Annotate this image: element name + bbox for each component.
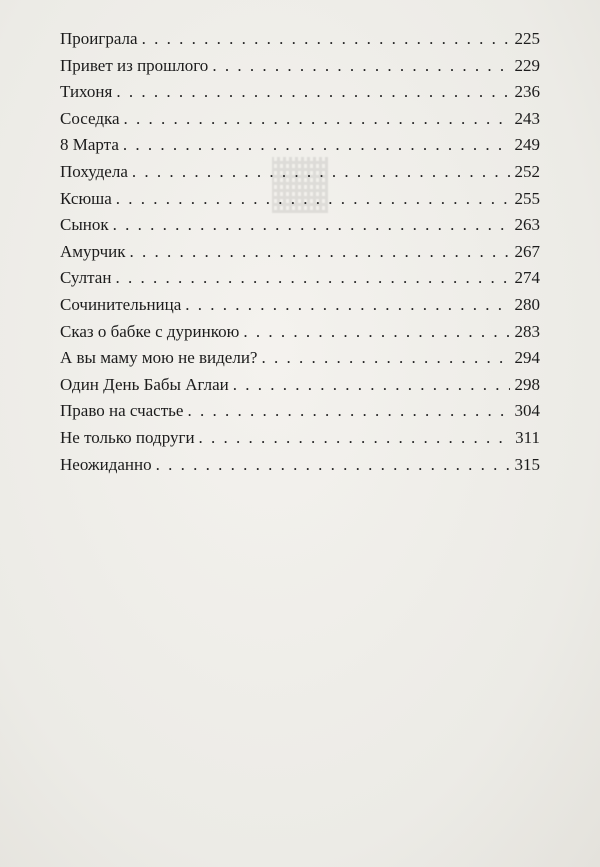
toc-entry-title: Сочинительница	[60, 294, 182, 314]
toc-leader-dots	[243, 319, 510, 345]
toc-entry-page: 304	[514, 401, 540, 421]
toc-entry	[60, 239, 540, 266]
toc-entry-page: 229	[514, 55, 540, 75]
toc-entry	[60, 425, 540, 452]
toc-entry	[60, 212, 540, 239]
toc-leader-dots	[123, 132, 510, 158]
toc-entry	[60, 53, 540, 80]
toc-entry-title: Проиграла	[60, 29, 138, 48]
toc-entry-title: Соседка	[60, 108, 120, 128]
toc-entry	[60, 26, 540, 53]
toc-entry-page: 249	[514, 135, 540, 155]
toc-entry	[60, 186, 540, 213]
toc-entry	[60, 159, 540, 186]
toc-entry-page: 311	[515, 427, 540, 447]
toc-entry	[60, 398, 540, 425]
toc-entry	[60, 372, 540, 399]
toc-leader-dots	[132, 159, 510, 185]
toc-entry	[60, 452, 540, 479]
toc-leader-dots	[124, 106, 510, 132]
toc-leader-dots	[233, 372, 510, 398]
toc-entry-title: Ксюша	[60, 188, 112, 208]
toc-entry-title: Не только подруги	[60, 427, 195, 447]
toc-entry-title: Сынок	[60, 215, 109, 235]
toc-leader-dots	[261, 345, 510, 371]
toc-leader-dots	[116, 186, 510, 212]
toc-entry-page: 252	[514, 161, 540, 181]
toc-entry	[60, 132, 540, 159]
toc-entry-title: Сказ о бабке с дуринкою	[60, 321, 240, 341]
toc-entry	[60, 319, 540, 346]
toc-entry-page: 255	[514, 188, 540, 208]
toc-leader-dots	[156, 452, 510, 478]
toc-entry-title: Амурчик	[60, 241, 126, 261]
toc-leader-dots	[142, 26, 510, 52]
toc-entry	[60, 345, 540, 372]
toc-leader-dots	[187, 398, 510, 424]
toc-entry-title: Султан	[60, 268, 112, 288]
toc-entry-title: Тихоня	[60, 82, 113, 102]
toc-entry-page: 267	[514, 241, 540, 261]
toc-leader-dots	[130, 239, 510, 265]
toc-leader-dots	[212, 53, 510, 79]
toc-entry-title: Похудела	[60, 161, 128, 181]
toc-entry-title: Привет из прошлого	[60, 55, 209, 75]
toc-leader-dots	[185, 292, 510, 318]
toc-entry-page: 243	[514, 108, 540, 128]
toc-entry-page: 263	[514, 215, 540, 235]
toc-entry	[60, 265, 540, 292]
toc-leader-dots	[113, 212, 510, 238]
toc-entry	[60, 292, 540, 319]
toc-entry-page: 280	[514, 294, 540, 314]
toc-entry-title: А вы маму мою не видели?	[60, 348, 258, 368]
toc-leader-dots	[199, 425, 510, 451]
toc-entry-page: 274	[514, 268, 540, 288]
toc-entry-page: 294	[514, 348, 540, 368]
toc-entry-page: 236	[514, 82, 540, 102]
toc-entry-page: 283	[514, 321, 540, 341]
toc-entry-title: Неожиданно	[60, 454, 152, 474]
toc-entry-page: 225	[514, 29, 540, 48]
toc-entry-title: 8 Марта	[60, 135, 119, 155]
toc-entry-title: Право на счастье	[60, 401, 184, 421]
toc-entry	[60, 106, 540, 133]
toc-entry-page: 315	[514, 454, 540, 474]
table-of-contents	[60, 26, 540, 478]
toc-leader-dots	[116, 79, 510, 105]
toc-entry	[60, 79, 540, 106]
toc-leader-dots	[115, 265, 510, 291]
toc-entry-page: 298	[514, 374, 540, 394]
toc-entry-title: Один День Бабы Аглаи	[60, 374, 229, 394]
